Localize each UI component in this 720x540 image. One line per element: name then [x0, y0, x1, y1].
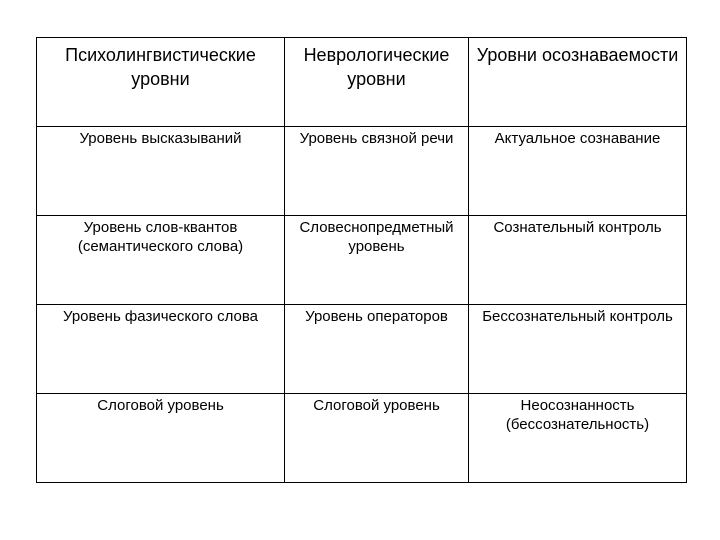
table-cell: Неосознанность (бессознательность) — [469, 394, 687, 483]
table-cell: Сознательный контроль — [469, 216, 687, 305]
table-cell: Актуальное сознавание — [469, 127, 687, 216]
table-cell: Слоговой уровень — [285, 394, 469, 483]
table-cell: Бессознательный контроль — [469, 305, 687, 394]
table-row — [37, 216, 687, 305]
table-cell: Уровень операторов — [285, 305, 469, 394]
header-neurological-levels: Неврологические уровни — [285, 38, 469, 127]
table-row — [37, 127, 687, 216]
levels-table — [36, 37, 687, 483]
table-cell: Уровень фазического слова — [37, 305, 285, 394]
table-cell: Уровень связной речи — [285, 127, 469, 216]
table-row — [37, 394, 687, 483]
table-row — [37, 305, 687, 394]
table-cell: Слоговой уровень — [37, 394, 285, 483]
header-awareness-levels: Уровни осознаваемости — [469, 38, 687, 127]
header-psycholinguistic-levels: Психолингвистические уровни — [37, 38, 285, 127]
table-cell: Уровень слов-квантов (семантического слова) — [37, 216, 285, 305]
table-cell: Словеснопредметный уровень — [285, 216, 469, 305]
header-row — [37, 38, 687, 127]
table-cell: Уровень высказываний — [37, 127, 285, 216]
